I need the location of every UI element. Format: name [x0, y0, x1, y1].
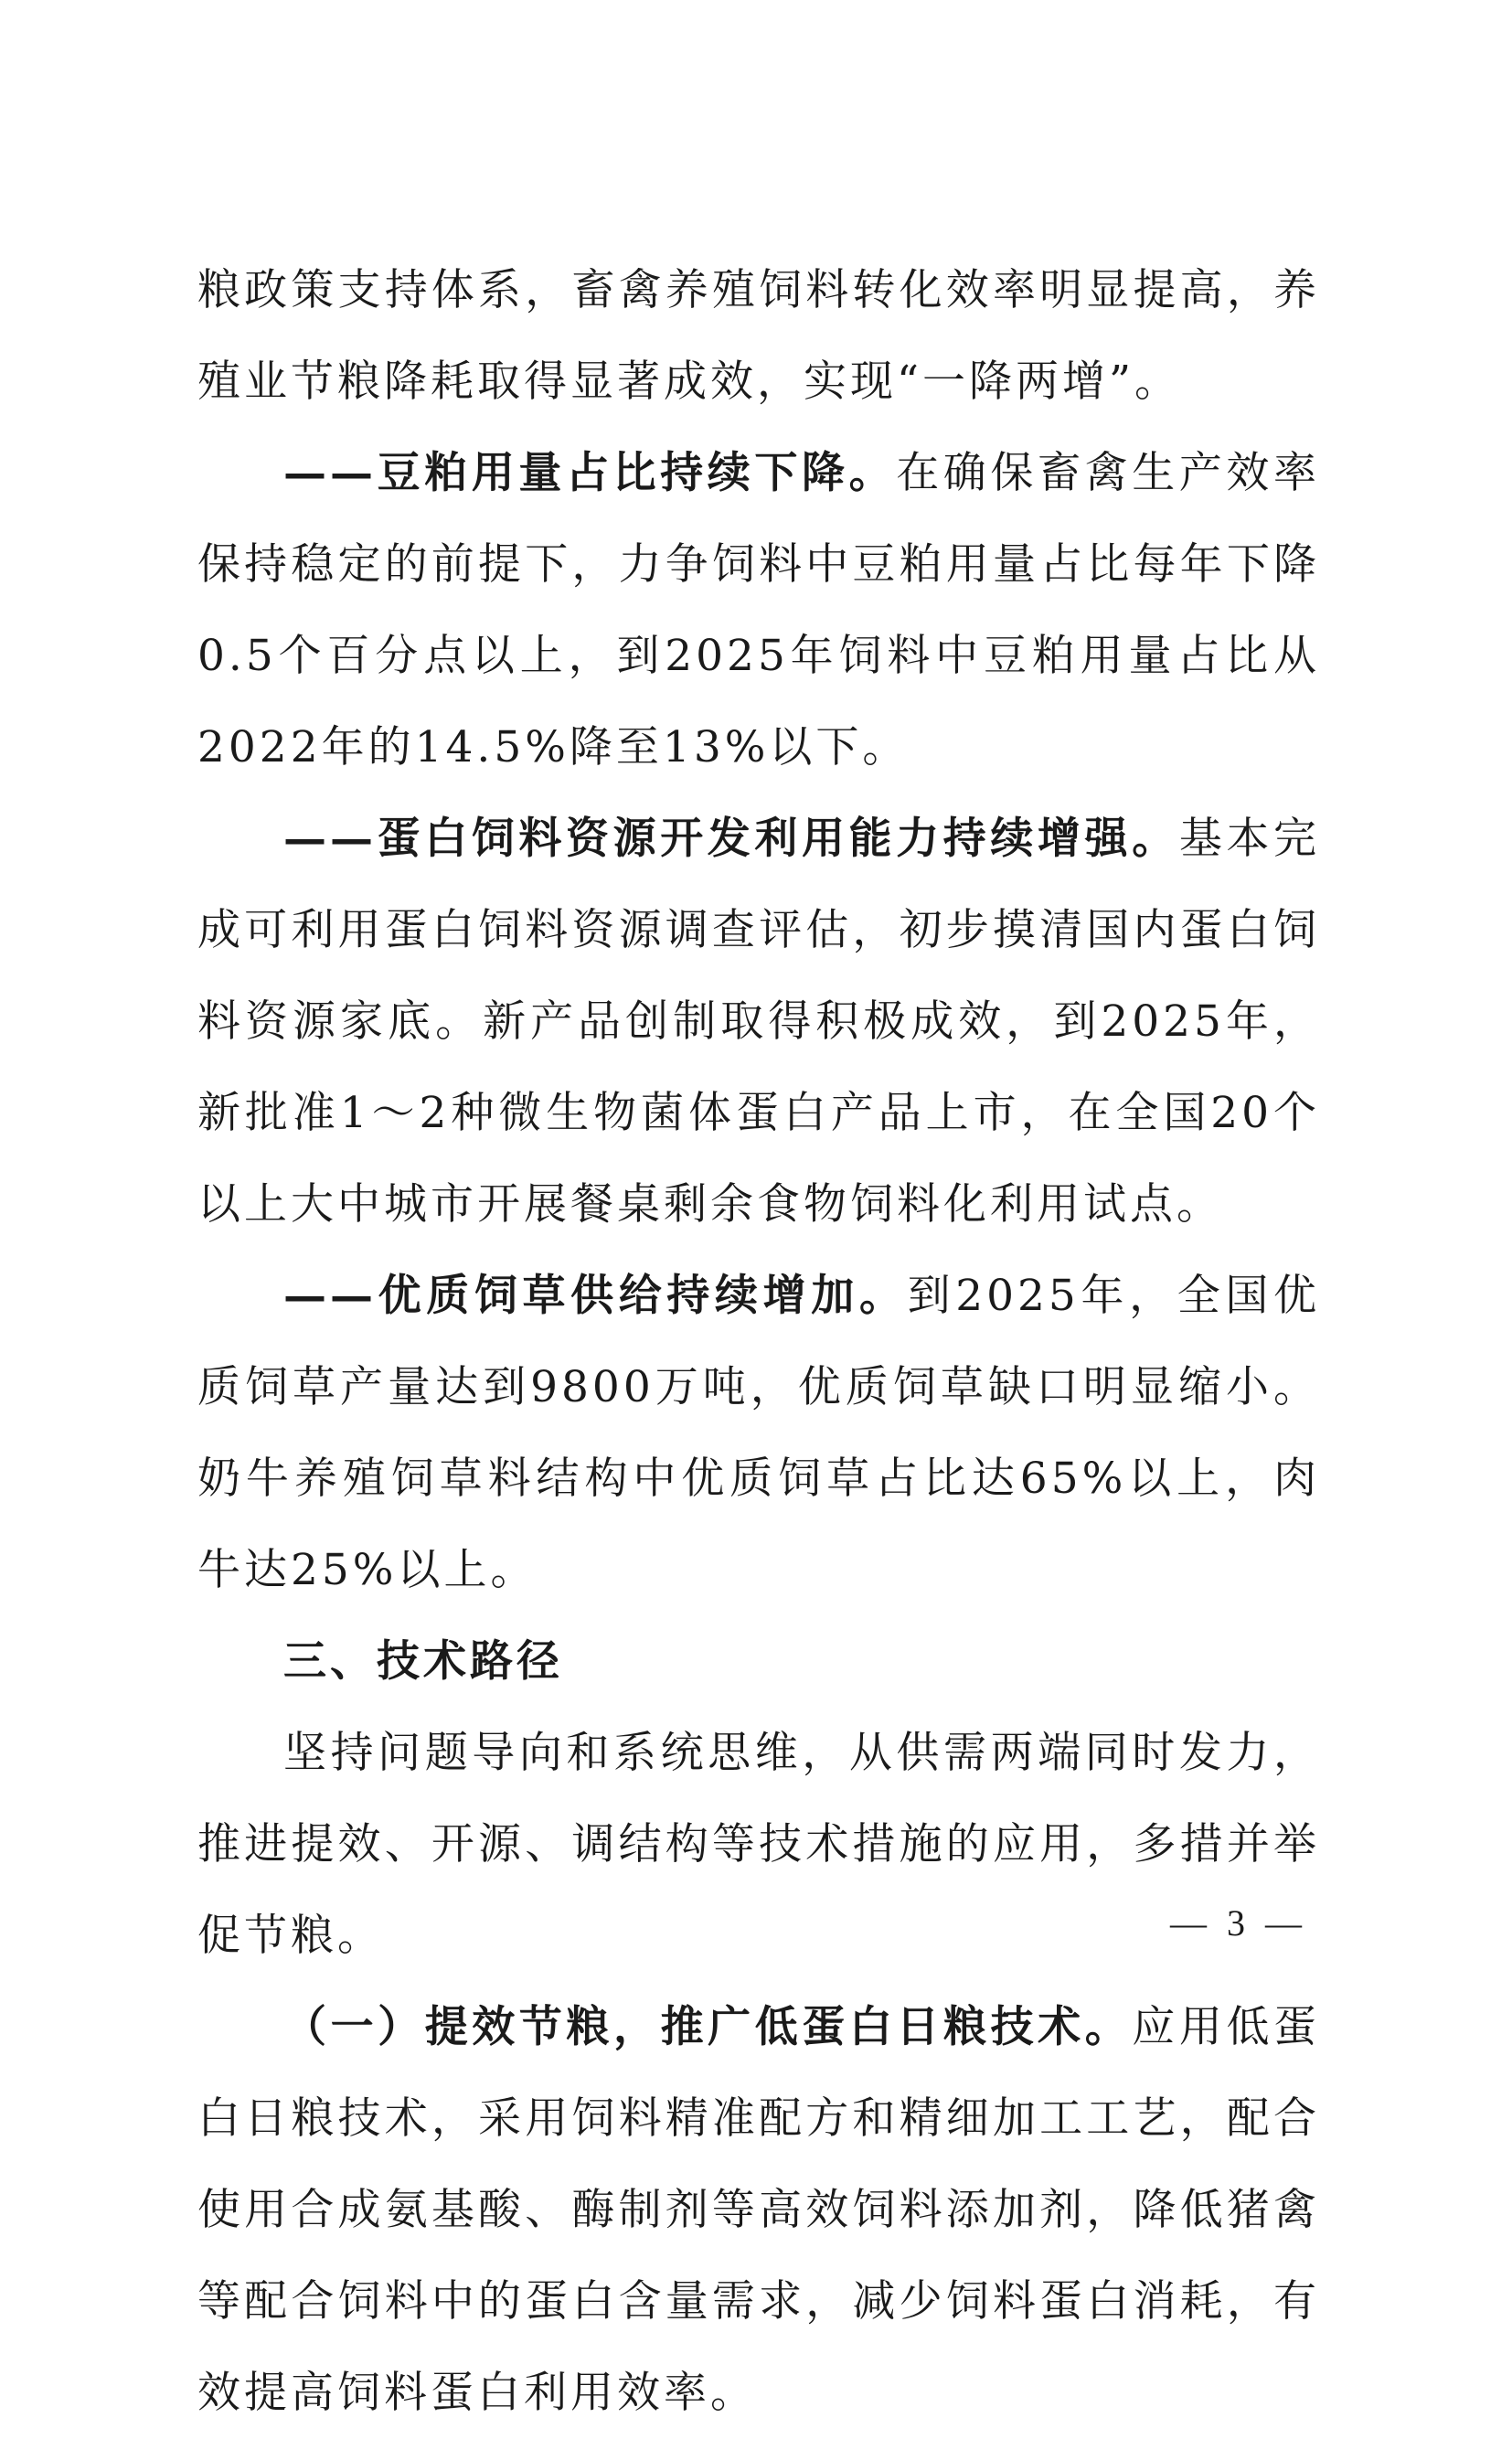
paragraph-text: 到2025年，全国优质饲草产量达到9800万吨，优质饲草缺口明显缩小。奶牛养殖饲草料结构中优质饲草占比达65%以上，肉牛达25%以上。 [197, 1271, 1320, 1595]
paragraph-forage [197, 1251, 1320, 1616]
page-number: — 3 — [1170, 1902, 1307, 1944]
section-heading: 三、技术路径 [283, 1636, 563, 1687]
paragraph-lead: ——豆粕用量占比持续下降。 [283, 448, 897, 498]
paragraph-text: 坚持问题导向和系统思维，从供需两端同时发力，推进提效、开源、调结构等技术措施的应用，多措并举促节粮。 [197, 1728, 1320, 1961]
paragraph-text: 基本完成可利用蛋白饲料资源调查评估，初步摸清国内蛋白饲料资源家底。新产品创制取得积极成效，到2025年，新批准1～2种微生物菌体蛋白产品上市，在全国20个以上大中城市开展餐桌剩余食物饲料化利用试点。 [197, 814, 1321, 1230]
paragraph-text: 应用低蛋白日粮技术，采用饲料精准配方和精细加工工艺，配合使用合成氨基酸、酶制剂等高效饲料添加剂，降低猪禽等配合饲料中的蛋白含量需求，减少饲料蛋白消耗，有效提高饲料蛋白利用效率。 [197, 2002, 1321, 2418]
paragraph-lead: （一）提效节粮，推广低蛋白日粮技术。 [283, 2002, 1133, 2052]
paragraph-protein-feed [197, 793, 1320, 1251]
paragraph-low-protein [197, 1982, 1320, 2439]
paragraph-soybean-meal [197, 428, 1320, 793]
body-text [197, 245, 1320, 2439]
paragraph-text: 粮政策支持体系，畜禽养殖饲料转化效率明显提高，养殖业节粮降耗取得显著成效，实现“一降两增”。 [197, 265, 1320, 407]
paragraph-lead: ——蛋白饲料资源开发利用能力持续增强。 [283, 814, 1179, 864]
paragraph-approach [197, 1708, 1320, 1982]
paragraph-text: 在确保畜禽生产效率保持稳定的前提下，力争饲料中豆粕用量占比每年下降0.5个百分点以上，到2025年饲料中豆粕用量占比从2022年的14.5%降至13%以下。 [197, 448, 1321, 772]
paragraph-lead: ——优质饲草供给持续增加。 [283, 1271, 908, 1321]
paragraph-continuation [197, 245, 1320, 428]
